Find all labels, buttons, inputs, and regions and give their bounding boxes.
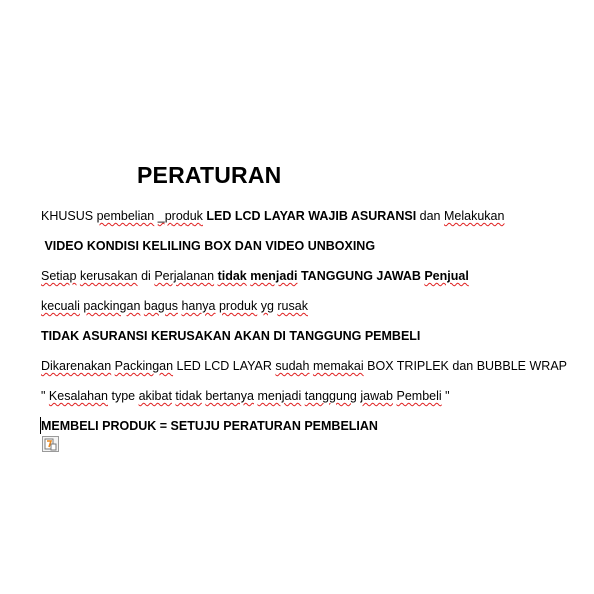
rule-line-3 — [41, 268, 469, 284]
misspelled-word: bagus — [143, 299, 178, 313]
misspelled-word: tidak — [175, 389, 202, 403]
rule-line-2 — [41, 238, 375, 254]
misspelled-word: Pembeli — [396, 389, 442, 403]
misspelled-word: Melakukan — [443, 209, 505, 223]
misspelled-word: tidak — [217, 269, 247, 283]
misspelled-word: produk — [218, 299, 258, 313]
misspelled-word: Dikarenakan — [41, 359, 112, 373]
misspelled-word: menjadi — [250, 269, 298, 283]
text-run: BOX TRIPLEK dan BUBBLE WRAP — [363, 359, 567, 373]
misspelled-word: Penjual — [424, 269, 469, 283]
misspelled-word: kecuali — [41, 299, 80, 313]
misspelled-word: bertanya — [205, 389, 254, 403]
text-run: dan — [416, 209, 444, 223]
paste-options-icon[interactable] — [42, 436, 59, 452]
misspelled-word: _produk — [157, 209, 203, 223]
text-run: " — [41, 389, 49, 403]
bold-text: TIDAK ASURANSI KERUSAKAN AKAN DI TANGGUNG PEMBELI — [41, 329, 421, 343]
rule-line-6 — [41, 358, 567, 374]
misspelled-word: packingan — [83, 299, 141, 313]
bold-text: MEMBELI PRODUK = SETUJU PERATURAN PEMBELIAN — [41, 419, 378, 433]
misspelled-word: pembelian — [96, 209, 155, 223]
document-title: PERATURAN — [137, 162, 282, 188]
misspelled-word: Packingan — [114, 359, 174, 373]
bold-text: VIDEO KONDISI KELILING BOX DAN VIDEO UNBOXING — [41, 239, 376, 253]
misspelled-word: kerusakan — [79, 269, 138, 283]
bold-text: TANGGUNG JAWAB — [297, 269, 425, 283]
text-run: " — [441, 389, 450, 403]
rule-line-1 — [41, 208, 504, 224]
text-run: type — [108, 389, 139, 403]
rule-line-4 — [41, 298, 308, 314]
misspelled-word: Setiap — [41, 269, 77, 283]
text-cursor — [40, 417, 41, 434]
misspelled-word: tanggung — [304, 389, 357, 403]
misspelled-word: yg — [260, 299, 274, 313]
misspelled-word: akibat — [138, 389, 172, 403]
misspelled-word: Kesalahan — [48, 389, 108, 403]
misspelled-word: menjadi — [257, 389, 302, 403]
misspelled-word: jawab — [360, 389, 394, 403]
rule-line-8 — [41, 418, 378, 434]
misspelled-word: hanya — [181, 299, 216, 313]
bold-text: LED LCD LAYAR WAJIB ASURANSI — [206, 209, 417, 223]
misspelled-word: sudah — [275, 359, 310, 373]
misspelled-word: Perjalanan — [154, 269, 215, 283]
rule-line-5 — [41, 328, 420, 344]
text-run: KHUSUS — [41, 209, 97, 223]
text-run: LED LCD LAYAR — [173, 359, 276, 373]
misspelled-word: rusak — [277, 299, 308, 313]
rule-line-7 — [41, 388, 450, 404]
text-run: di — [137, 269, 155, 283]
misspelled-word: memakai — [312, 359, 364, 373]
